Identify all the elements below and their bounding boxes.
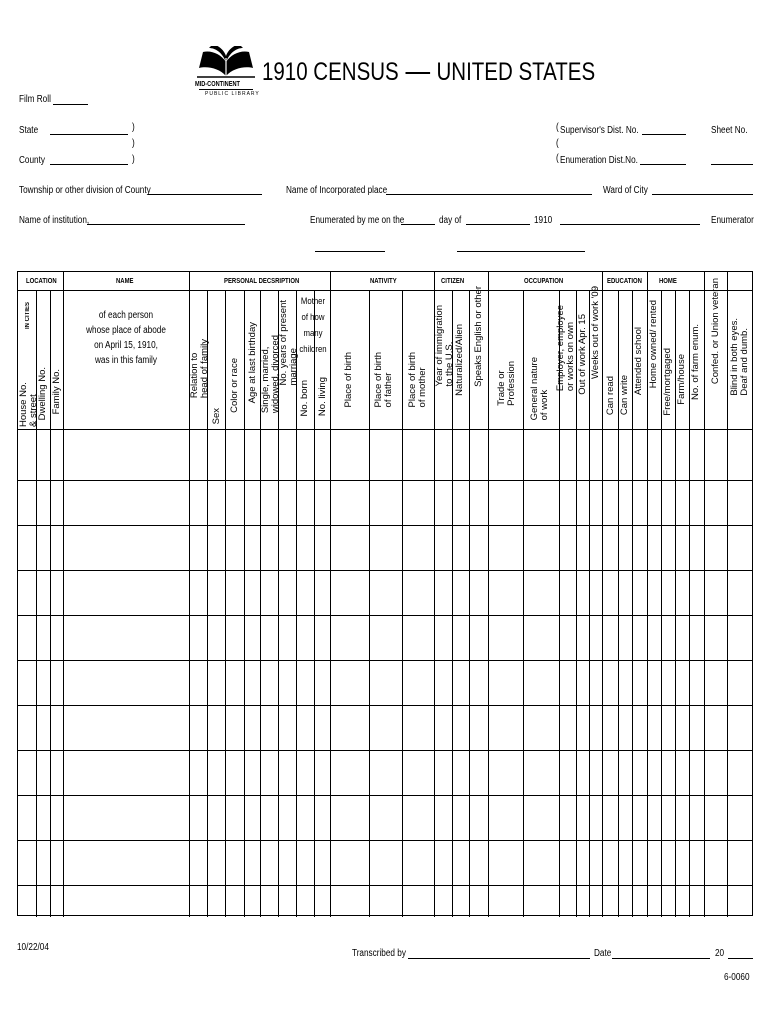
col-write: Can write <box>619 375 630 416</box>
column-line <box>589 290 590 917</box>
sheet-label: Sheet No. <box>711 125 748 136</box>
col-name: of each person whose place of abode on April 15, 1910, was in this family <box>86 310 166 366</box>
col-relation: Relation to head of family <box>189 339 210 399</box>
supervisor-label: Supervisor's Dist. No. <box>560 125 639 136</box>
column-line <box>727 272 728 917</box>
ward-label: Ward of City <box>603 185 648 196</box>
incorporated-label: Name of Incorporated place <box>286 185 388 196</box>
year-label: 1910 <box>534 215 553 226</box>
group-home: HOME <box>659 278 677 285</box>
col-school: Attended school <box>633 327 644 396</box>
year-field[interactable] <box>728 958 753 959</box>
col-birth: Place of birth <box>343 352 354 408</box>
institution-label: Name of institution, <box>19 215 90 226</box>
enumerator-label: Enumerator <box>711 215 754 226</box>
paren: ) <box>132 138 135 149</box>
column-line <box>402 290 403 917</box>
col-father-birth: Place of birth of father <box>373 352 394 408</box>
col-read: Can read <box>605 376 616 416</box>
state-field[interactable] <box>50 134 128 135</box>
col-farm-no: No. of farm enum. <box>690 324 701 401</box>
col-blind: Blind in both eyes. Deaf and dumb. <box>729 318 750 396</box>
county-label: County <box>19 155 45 166</box>
date-field[interactable] <box>612 958 710 959</box>
county-field[interactable] <box>50 164 128 165</box>
enumeration-field[interactable] <box>640 164 686 165</box>
col-family: Family No. <box>51 369 62 415</box>
col-sex: Sex <box>211 408 222 425</box>
row-line <box>18 660 752 661</box>
column-line <box>523 290 524 917</box>
enumerated-label: Enumerated by me on the <box>310 215 405 226</box>
transcribed-field[interactable] <box>408 958 590 959</box>
date-label: Date <box>594 948 612 959</box>
col-years-married: No. years of present marriage <box>278 300 299 386</box>
column-line <box>63 272 64 917</box>
row-line <box>18 750 752 751</box>
col-born: No. born <box>299 380 310 417</box>
col-age: Age at last birthday <box>247 322 258 404</box>
col-house: House No. & street <box>18 382 39 427</box>
col-veteran: Confed. or Union veteran <box>710 278 721 385</box>
library-logo <box>195 46 260 98</box>
census-table <box>17 271 753 916</box>
form-number: 6-0060 <box>724 972 750 983</box>
col-marital: Single, married, widowed, divorced <box>260 335 281 414</box>
title-dash <box>405 72 430 74</box>
film-roll-field[interactable] <box>53 104 88 105</box>
col-color: Color or race <box>229 358 240 413</box>
row-line <box>18 885 752 886</box>
enumerated-extra-field[interactable] <box>560 224 700 225</box>
col-mother-children: Mother of how many children <box>299 296 327 355</box>
form-date-code: 10/22/04 <box>17 942 49 953</box>
col-owned: Home owned/ rented <box>648 300 659 389</box>
group-occupation: OCCUPATION <box>524 278 564 285</box>
column-line <box>225 290 226 917</box>
group-nativity: NATIVITY <box>370 278 397 285</box>
row-line <box>18 525 752 526</box>
in-cities-label: IN CITIES <box>25 302 31 330</box>
transcribed-label: Transcribed by <box>352 948 406 959</box>
column-line <box>488 272 489 917</box>
col-living: No. living <box>317 377 328 417</box>
open-book-icon <box>195 46 257 80</box>
ward-field[interactable] <box>652 194 753 195</box>
group-name: NAME <box>116 278 134 285</box>
logo-subtitle: PUBLIC LIBRARY <box>205 91 260 97</box>
group-citizen: CITIZEN <box>441 278 465 285</box>
enumeration-label: Enumeration Dist.No. <box>560 155 638 166</box>
col-immigration: Year of immigration to the U.S. <box>434 305 455 387</box>
column-header-divider <box>18 429 752 430</box>
film-roll-label: Film Roll <box>19 94 51 105</box>
col-mother-birth: Place of birth of mother <box>407 352 428 408</box>
enumerator-date-field[interactable] <box>457 251 585 252</box>
col-weeks: Weeks out of work '09 <box>590 286 601 379</box>
column-line <box>314 290 315 917</box>
group-personal: PERSONAL DECSRIPTION <box>224 278 300 285</box>
enumerator-name-field[interactable] <box>315 251 385 252</box>
column-line <box>704 272 705 917</box>
century-label: 20 <box>715 948 725 959</box>
sheet-field[interactable] <box>711 164 753 165</box>
title-country: UNITED STATES <box>436 58 596 86</box>
column-line <box>469 290 470 917</box>
township-field[interactable] <box>148 194 262 195</box>
row-line <box>18 840 752 841</box>
col-nature: General nature of work <box>529 357 550 421</box>
page-title <box>262 58 595 87</box>
incorporated-field[interactable] <box>386 194 592 195</box>
column-line <box>369 290 370 917</box>
col-speaks: Speaks English or other <box>473 286 484 387</box>
row-line <box>18 480 752 481</box>
group-header-divider <box>18 290 752 291</box>
paren: ( <box>556 153 559 164</box>
state-label: State <box>19 125 39 136</box>
col-free: Free/mortgaged <box>662 348 673 416</box>
row-line <box>18 570 752 571</box>
supervisor-field[interactable] <box>642 134 686 135</box>
title-census: 1910 CENSUS <box>262 58 399 86</box>
row-line <box>18 615 752 616</box>
group-location: LOCATION <box>26 278 57 285</box>
paren: ( <box>556 138 559 149</box>
row-line <box>18 705 752 706</box>
column-line <box>330 272 331 917</box>
group-education: EDUCATION <box>607 278 642 285</box>
enumerated-month-field[interactable] <box>466 224 530 225</box>
col-naturalized: Naturalized/Alien <box>454 324 465 396</box>
col-dwelling: Dwelling No. <box>37 367 48 421</box>
day-of-label: day of <box>439 215 462 226</box>
township-label: Township or other division of County <box>19 185 151 196</box>
paren: ) <box>132 154 135 165</box>
col-outwork: Out of work Apr. 15 <box>577 314 588 395</box>
paren: ( <box>556 122 559 133</box>
logo-rule <box>199 89 253 90</box>
enumerated-day-field[interactable] <box>401 224 435 225</box>
logo-name: MID-CONTINENT <box>195 79 240 88</box>
column-line <box>602 272 603 917</box>
col-employer: Employer, employee or works on own <box>555 305 576 392</box>
row-line <box>18 795 752 796</box>
col-trade: Trade or Profession <box>496 361 517 406</box>
column-line <box>244 290 245 917</box>
paren: ) <box>132 122 135 133</box>
col-farm: Farm/house <box>676 354 687 405</box>
institution-field[interactable] <box>87 224 245 225</box>
